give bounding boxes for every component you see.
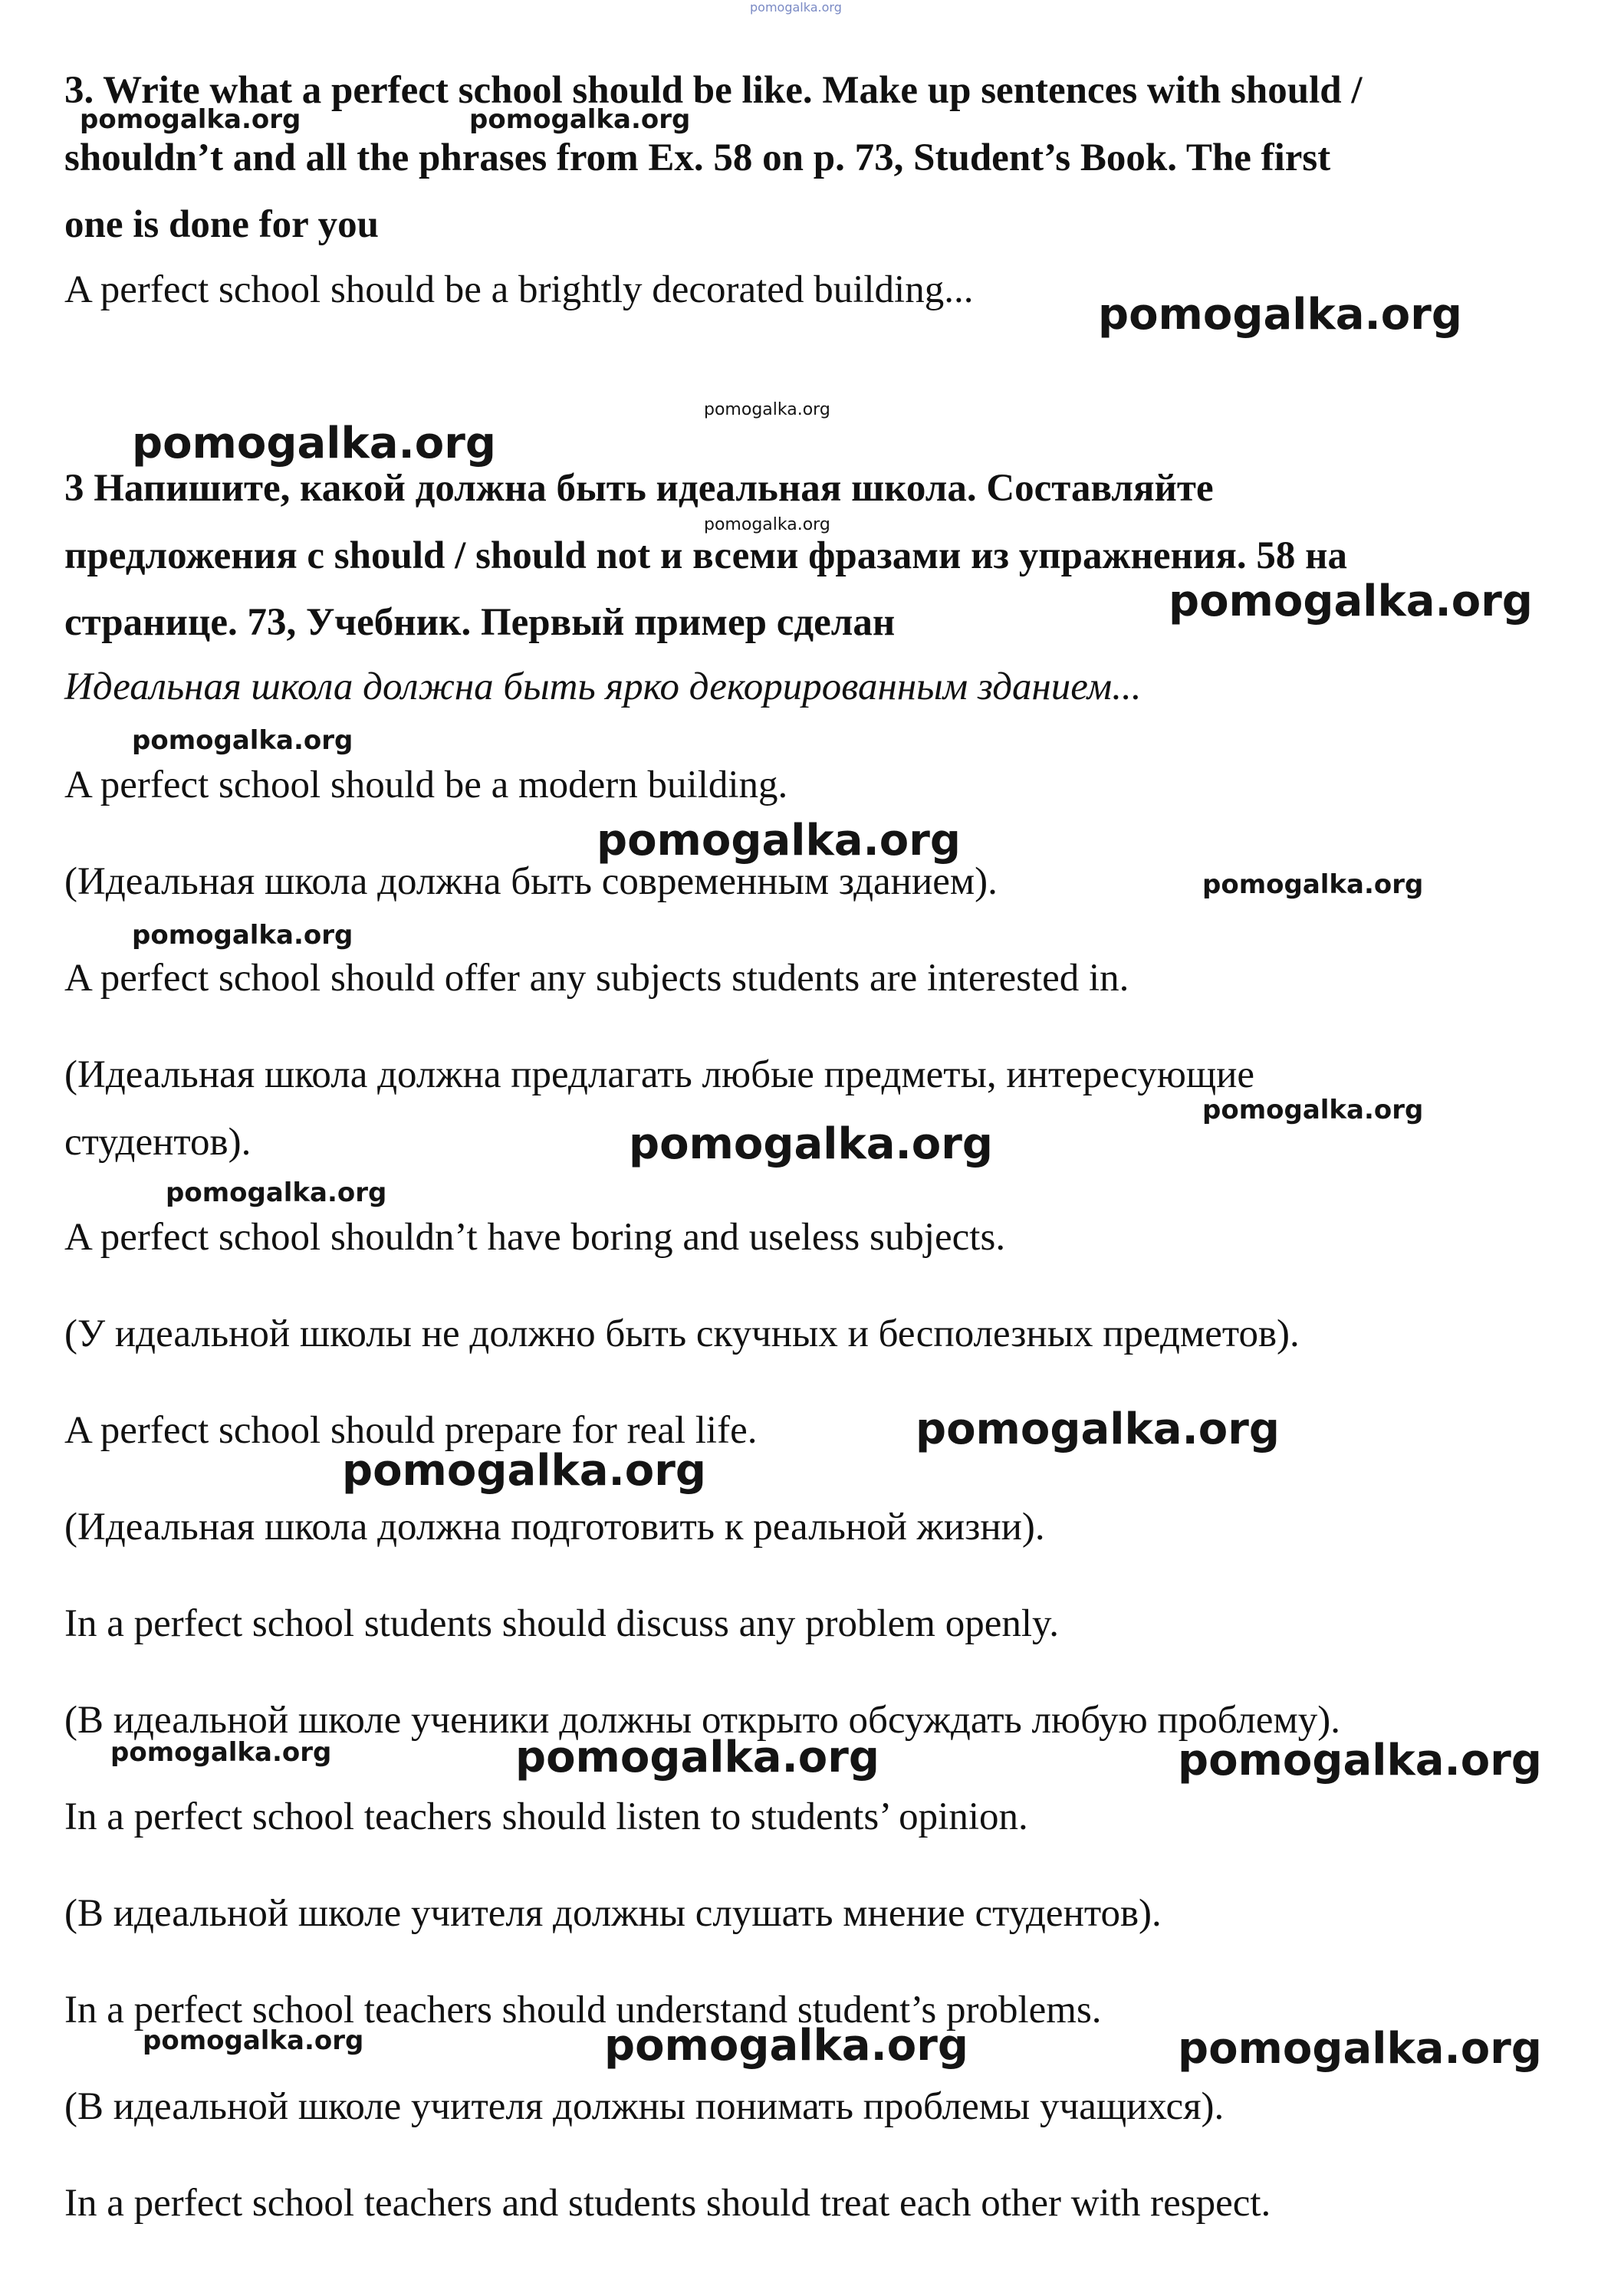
answer-line: A perfect school should offer any subjects students are interested in. (64, 957, 1129, 1000)
task-heading-ru-line-3: странице. 73, Учебник. Первый пример сделан (64, 601, 896, 644)
answer-line: In a perfect school teachers should listen to students’ opinion. (64, 1795, 1028, 1838)
task-heading-en-line-1: 3. Write what a perfect school should be like. Make up sentences with should / (64, 69, 1363, 112)
watermark: pomogalka.org (132, 920, 353, 951)
watermark: pomogalka.org (110, 1737, 332, 1768)
watermark: pomogalka.org (1169, 576, 1533, 626)
answer-line: In a perfect school teachers should understand student’s problems. (64, 1989, 1102, 2032)
task-example-ru: Идеальная школа должна быть ярко декорированным зданием... (64, 665, 1142, 708)
answer-line: (У идеальной школы не должно быть скучных и бесполезных предметов). (64, 1312, 1300, 1355)
watermark: pomogalka.org (704, 515, 830, 534)
task-heading-en-line-3: one is done for you (64, 203, 379, 246)
watermark: pomogalka.org (342, 1446, 706, 1496)
watermark: pomogalka.org (132, 419, 496, 468)
watermark: pomogalka.org (1098, 290, 1462, 340)
task-heading-en-line-2: shouldn’t and all the phrases from Ex. 58 on p. 73, Student’s Book. The first (64, 136, 1331, 179)
watermark: pomogalka.org (1202, 1095, 1424, 1125)
watermark: pomogalka.org (469, 104, 691, 135)
watermark: pomogalka.org (704, 400, 830, 419)
watermark: pomogalka.org (1178, 2024, 1542, 2074)
watermark: pomogalka.org (604, 2021, 968, 2071)
watermark: pomogalka.org (143, 2025, 364, 2056)
answer-line: (В идеальной школе учителя должны слушать мнение студентов). (64, 1892, 1162, 1935)
task-example-en: A perfect school should be a brightly decorated building... (64, 268, 974, 311)
watermark: pomogalka.org (132, 725, 353, 756)
answer-line: (В идеальной школе ученики должны открыто обсуждать любую проблему). (64, 1699, 1340, 1742)
watermark: pomogalka.org (166, 1178, 387, 1208)
top-watermark: pomogalka.org (750, 0, 842, 15)
answer-line: A perfect school shouldn’t have boring and useless subjects. (64, 1216, 1006, 1259)
answer-line: (Идеальная школа должна подготовить к реальной жизни). (64, 1506, 1045, 1549)
task-heading-ru-line-1: 3 Напишите, какой должна быть идеальная школа. Составляйте (64, 467, 1214, 510)
watermark: pomogalka.org (629, 1119, 993, 1169)
answer-line: A perfect school should prepare for real life. (64, 1409, 758, 1452)
watermark: pomogalka.org (80, 104, 301, 135)
answer-line: In a perfect school teachers and students should treat each other with respect. (64, 2182, 1271, 2225)
watermark: pomogalka.org (515, 1733, 879, 1782)
watermark: pomogalka.org (916, 1404, 1280, 1454)
answer-line: In a perfect school students should discuss any problem openly. (64, 1602, 1059, 1645)
answer-line: студентов). (64, 1121, 251, 1164)
answer-line: (Идеальная школа должна быть современным зданием). (64, 860, 998, 903)
watermark: pomogalka.org (597, 816, 961, 866)
answer-line: A perfect school should be a modern building. (64, 764, 788, 806)
task-heading-ru-line-2: предложения с should / should not и всеми фразами из упражнения. 58 на (64, 534, 1347, 577)
watermark: pomogalka.org (1178, 1736, 1542, 1785)
answer-line: (Идеальная школа должна предлагать любые предметы, интересующие (64, 1053, 1255, 1096)
watermark: pomogalka.org (1202, 869, 1424, 900)
answer-line: (В идеальной школе учителя должны понимать проблемы учащихся). (64, 2085, 1225, 2128)
